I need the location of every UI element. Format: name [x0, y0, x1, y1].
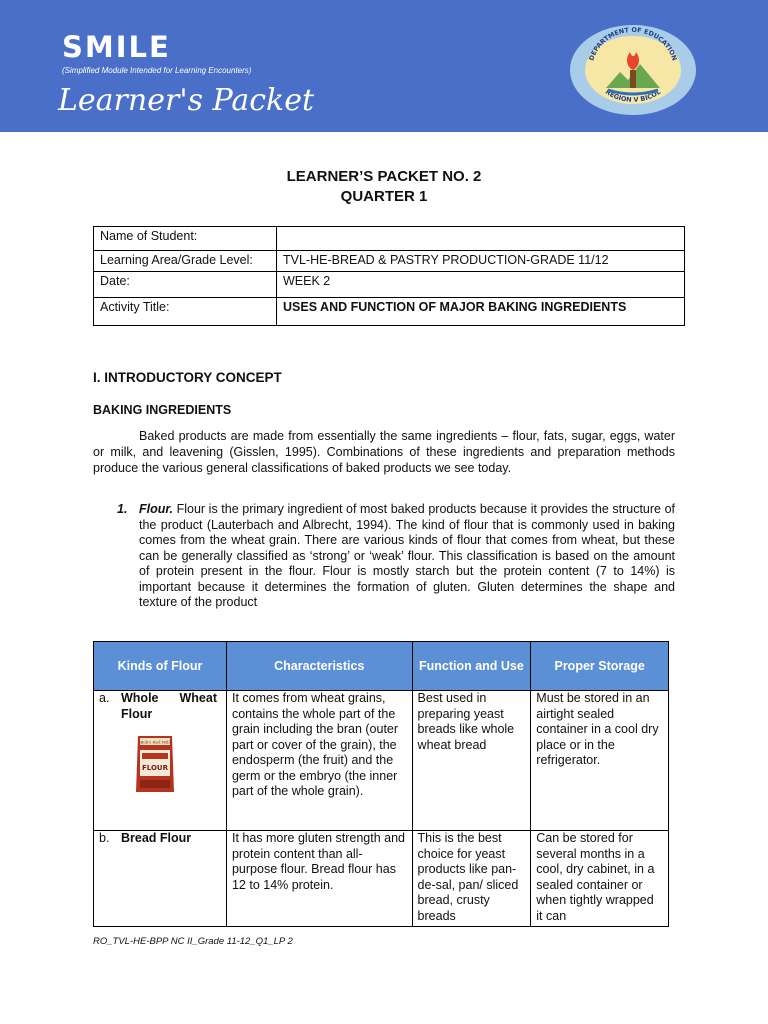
row-letter: a. [99, 691, 110, 705]
characteristics-cell: It has more gluten strength and protein content than all-purpose flour. Bread flour has 12 to 14% protein. [226, 831, 412, 927]
column-header: Function and Use [412, 642, 531, 691]
header-banner [0, 0, 768, 132]
info-label: Name of Student: [94, 227, 277, 251]
info-label: Activity Title: [94, 298, 277, 326]
table-header-row [94, 642, 669, 691]
function-cell: This is the best choice for yeast products like pan-de-sal, pan/ sliced bread, crusty breads [412, 831, 531, 927]
seal-top-text: DEPARTMENT OF EDUCATION [587, 25, 679, 62]
student-name-field[interactable] [277, 227, 685, 251]
storage-cell: Must be stored in an airtight sealed container in a cool dry place or in the refrigerator. [531, 691, 669, 831]
section-subheading: BAKING INGREDIENTS [93, 403, 232, 417]
info-label: Learning Area/Grade Level: [94, 251, 277, 272]
column-header: Kinds of Flour [94, 642, 227, 691]
flour-kind-cell [94, 691, 227, 831]
table-row [94, 831, 669, 927]
page-footer: RO_TVL-HE-BPP NC II_Grade 11-12_Q1_LP 2 [93, 936, 293, 947]
table-row [94, 227, 685, 251]
flour-name-line: Whole Wheat [121, 691, 217, 705]
brand-subtitle: (Simplified Module Intended for Learning Encounters) [62, 66, 252, 75]
table-row [94, 251, 685, 272]
storage-cell: Can be stored for several months in a cool, dry cabinet, in a sealed container or when tightly wrapped it can [531, 831, 669, 927]
brand-title: SMILE [62, 30, 171, 64]
packet-number-title: LEARNER’S PACKET NO. 2 [286, 168, 482, 185]
bag-label-text: FLOUR [141, 764, 169, 772]
whole-wheat-flour-bag-image [135, 732, 175, 794]
list-item-flour [93, 502, 675, 611]
flour-name-wrap [99, 691, 221, 722]
characteristics-cell: It comes from wheat grains, contains the whole part of the grain including the bran (outer part or cover of the grain), the endosperm (the fruit) and the germ or the embryo (the inner part of the whole grain). [226, 691, 412, 831]
quarter-title: QUARTER 1 [340, 188, 428, 205]
item-label: Flour. [139, 502, 174, 516]
section-heading: I. INTRODUCTORY CONCEPT [93, 370, 282, 385]
deped-seal-logo [568, 24, 698, 116]
flour-name: Bread Flour [121, 831, 192, 845]
info-value: WEEK 2 [277, 272, 685, 298]
table-row [94, 272, 685, 298]
flour-name-wrap [99, 831, 221, 847]
column-header: Characteristics [226, 642, 412, 691]
function-cell: Best used in preparing yeast breads like whole wheat bread [412, 691, 531, 831]
intro-paragraph: Baked products are made from essentially the same ingredients – flour, fats, sugar, eggs, water or milk, and leavening (Gisslen, 1995). Combinations of these ingredients and preparation methods produce the various general classifications of baked products we see today. [93, 429, 675, 475]
student-info-table [93, 226, 685, 326]
table-row [94, 691, 669, 831]
flour-kind-cell [94, 831, 227, 927]
flour-description [139, 502, 675, 611]
seal-bottom-text: REGION V BICOL [603, 87, 663, 104]
info-label: Date: [94, 272, 277, 298]
flour-kinds-table [93, 641, 669, 927]
row-letter: b. [99, 831, 110, 845]
info-value: TVL-HE-BREAD & PASTRY PRODUCTION-GRADE 11/12 [277, 251, 685, 272]
list-number: 1. [117, 502, 128, 516]
item-text: Flour is the primary ingredient of most baked products because it provides the structure of the product (Lauterbach and Albrecht, 1994). The kind of flour that is commonly used in baking comes from the wheat grain. There are various kinds of flour that comes from wheat, but these can be generally classified as ‘strong’ or ‘weak’ flour. This classification is based on the amount of protein present in the flour. Flour is mostly starch but the protein content (7 to 14%) is important because it determines the formation of gluten. Gluten determines the shape and texture of the product [139, 502, 675, 609]
activity-title-value: USES AND FUNCTION OF MAJOR BAKING INGREDIENTS [277, 298, 685, 326]
table-row [94, 298, 685, 326]
flour-name-line: Flour [121, 706, 153, 721]
flour-name [121, 691, 217, 722]
column-header: Proper Storage [531, 642, 669, 691]
bag-brand-text: Bob's Red Mill [140, 739, 170, 745]
packet-title: Learner's Packet [58, 83, 315, 118]
